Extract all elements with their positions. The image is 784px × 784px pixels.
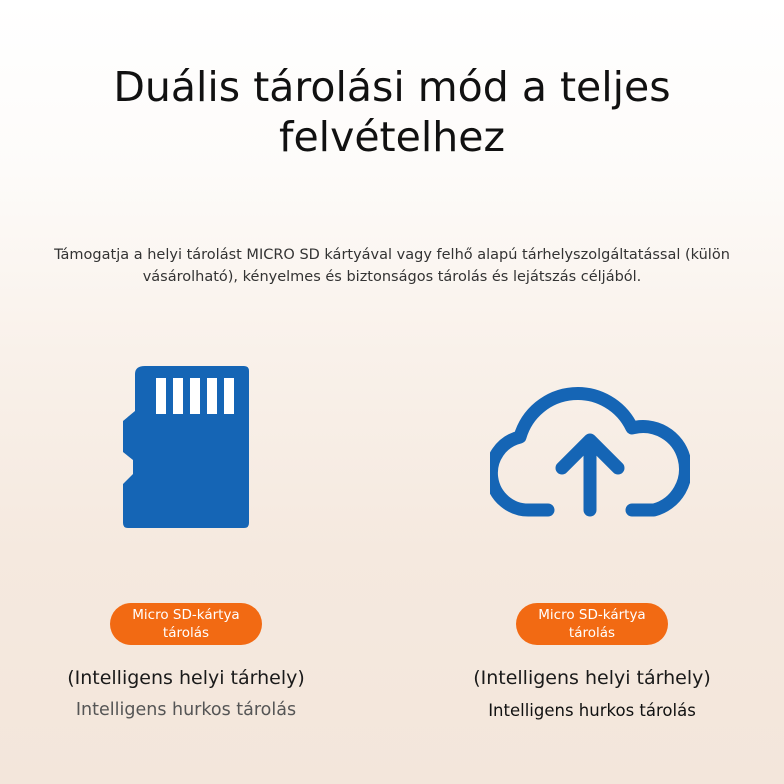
storage-feature: Intelligens hurkos tárolás <box>75 700 297 720</box>
cloud-storage-option <box>412 350 772 750</box>
micro-sd-card-icon <box>123 366 253 528</box>
sd-card-icon-wrap <box>6 350 366 550</box>
storage-description: (Intelligens helyi tárhely) <box>67 667 305 689</box>
cloud-upload-icon <box>490 380 690 520</box>
storage-feature: Intelligens hurkos tárolás <box>488 701 696 720</box>
page-title: Duális tárolási mód a teljes felvételhez <box>113 63 671 161</box>
page-subtitle: Támogatja a helyi tárolást MICRO SD kártyával vagy felhő alapú tárhelyszolgáltatással (külön vásárolható), kényelmes és biztonságos tárolás és lejátszás céljából. <box>54 247 730 285</box>
sd-card-storage-option <box>6 350 366 750</box>
storage-description: (Intelligens helyi tárhely) <box>473 667 711 689</box>
cloud-icon-wrap <box>412 350 772 550</box>
storage-type-badge <box>110 603 262 645</box>
storage-type-badge <box>516 603 668 645</box>
storage-type-badge-label: Micro SD-kártya tárolás <box>538 607 646 641</box>
storage-type-badge-label: Micro SD-kártya tárolás <box>132 607 240 641</box>
